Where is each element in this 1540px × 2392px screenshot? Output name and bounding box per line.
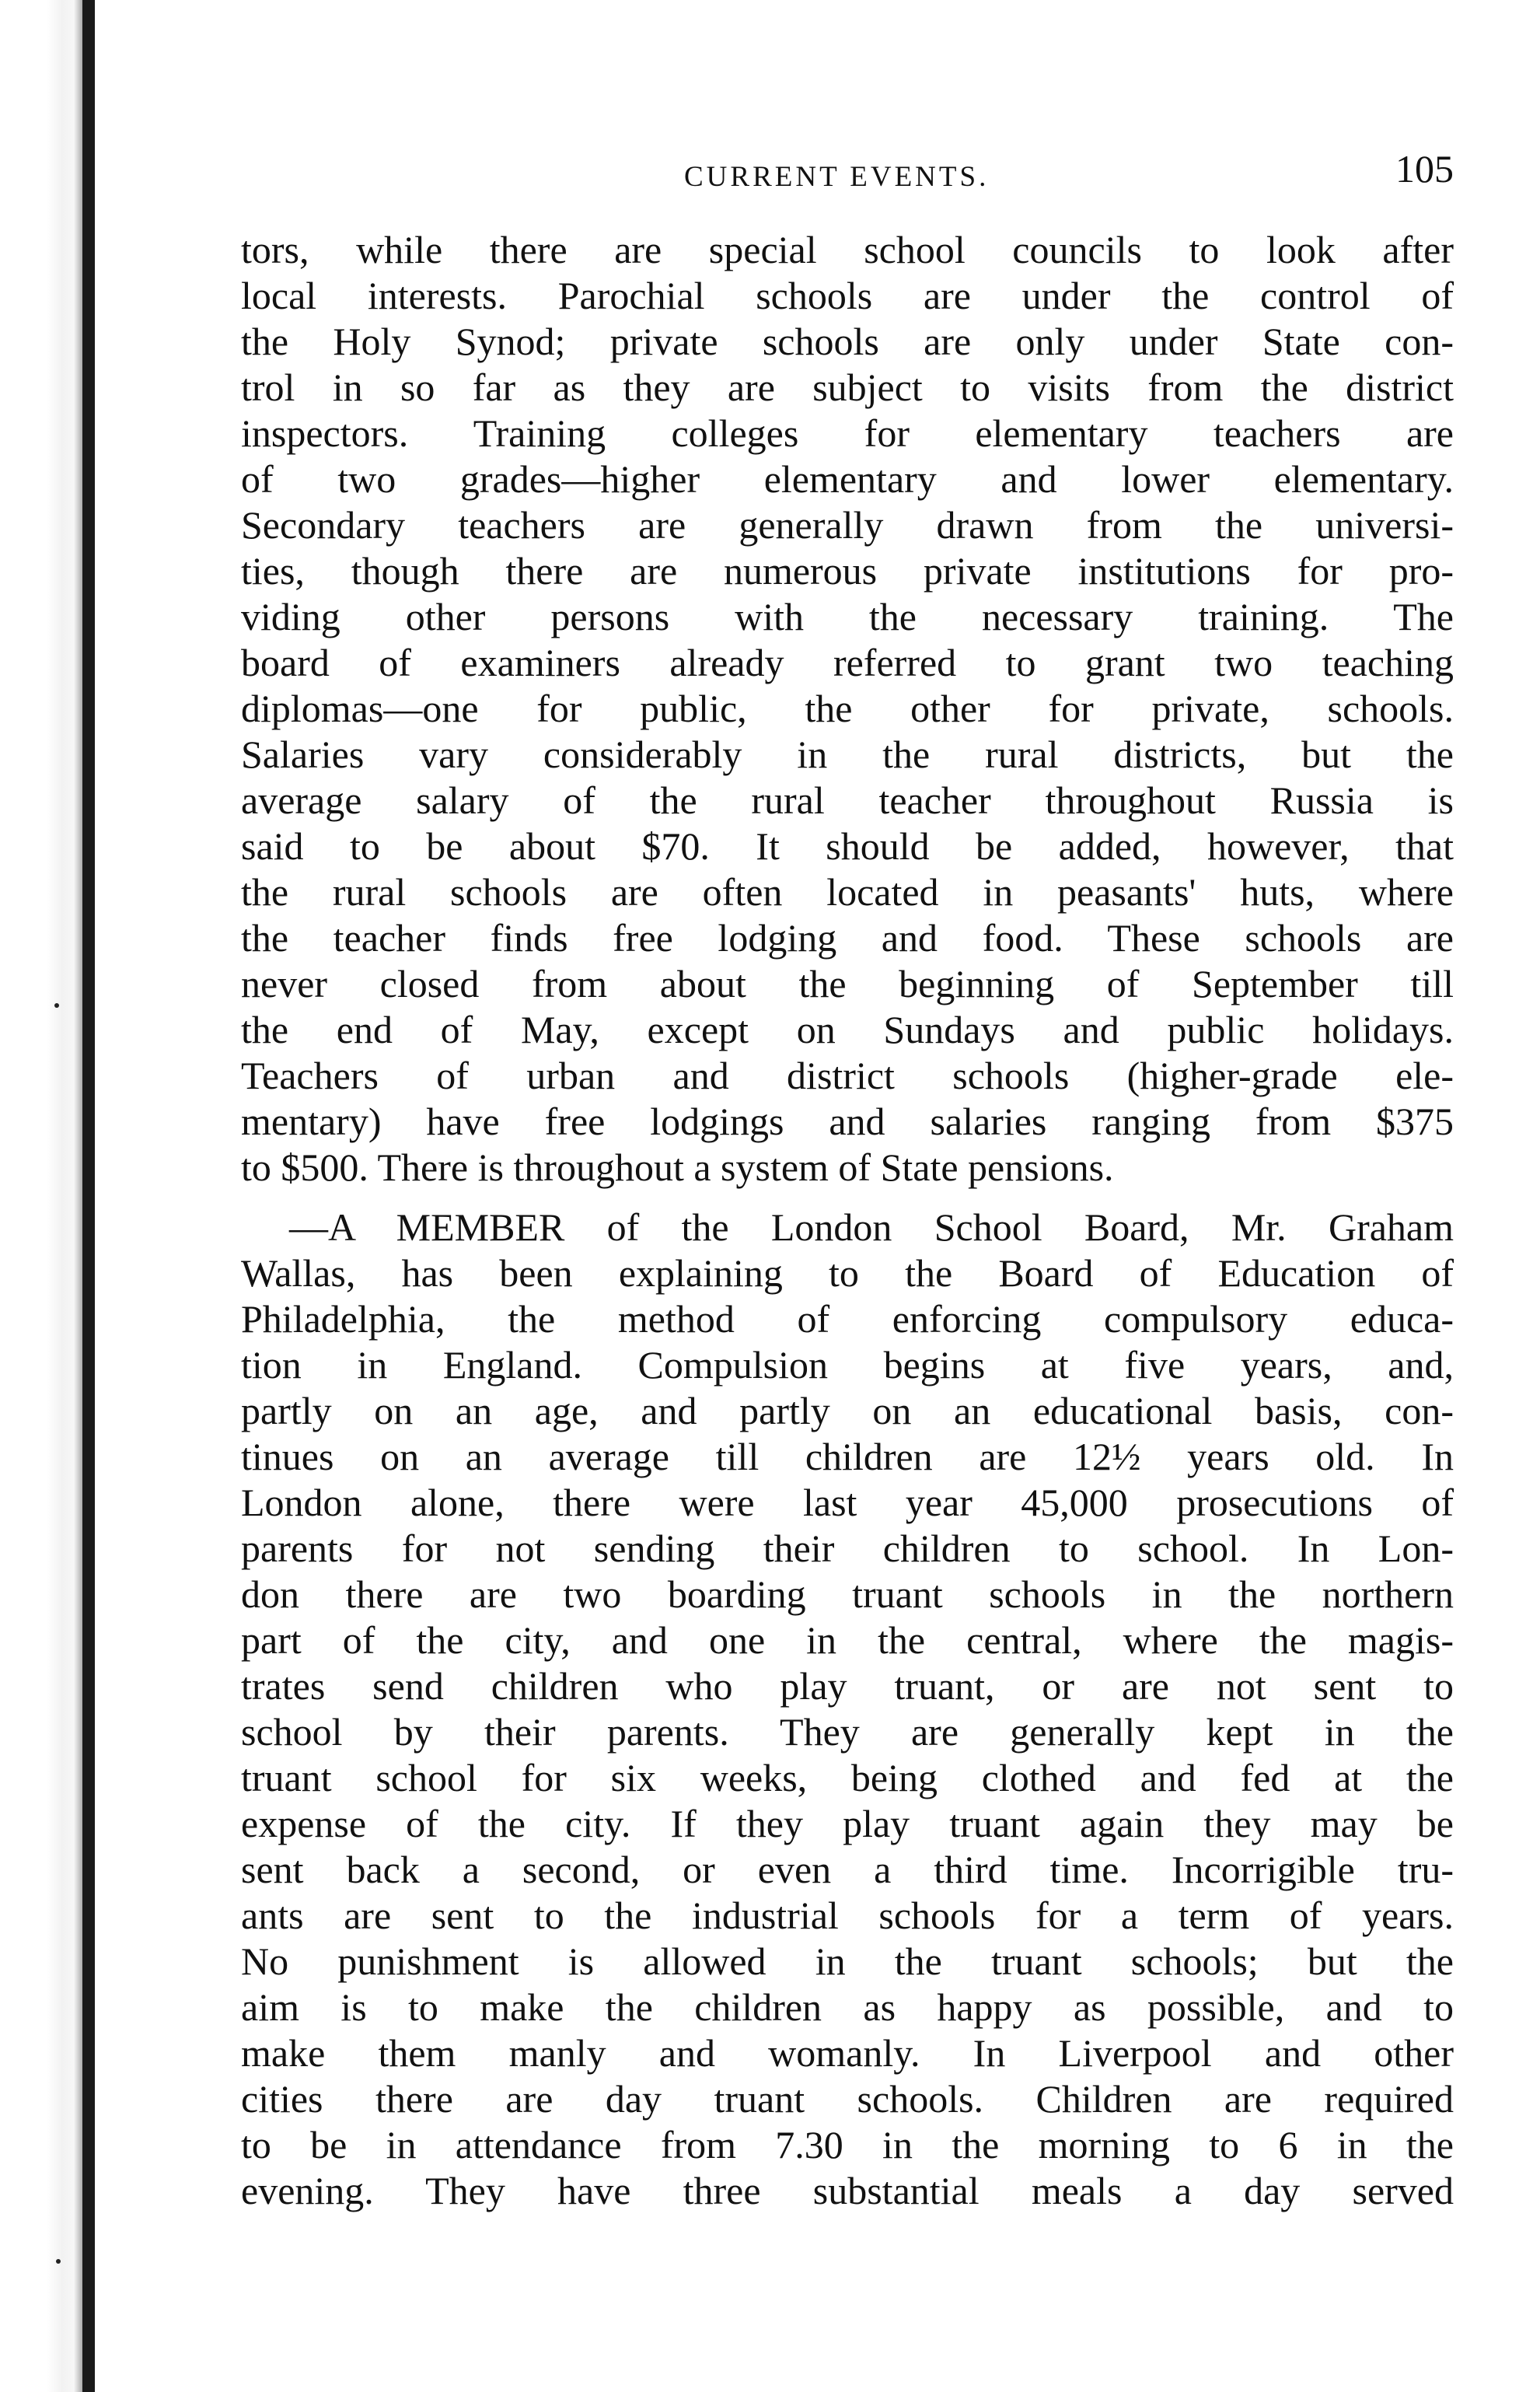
text-line: viding other persons with the necessary training. The: [241, 595, 1454, 638]
text-line: don there are two boarding truant schools in the northern: [241, 1572, 1454, 1616]
text-line: Teachers of urban and district schools (higher-grade ele-: [241, 1054, 1454, 1097]
text-line: Wallas, has been explaining to the Board of Education of: [241, 1251, 1454, 1295]
text-line: —A MEMBER of the London School Board, Mr. Graham: [289, 1205, 1454, 1249]
text-line: aim is to make the children as happy as possible, and to: [241, 1985, 1454, 2029]
text-line: Philadelphia, the method of enforcing compulsory educa-: [241, 1297, 1454, 1341]
body-text: [241, 227, 1454, 2214]
scan-speck: [56, 2259, 61, 2264]
text-line: trol in so far as they are subject to visits from the district: [241, 365, 1454, 409]
text-line: Secondary teachers are generally drawn from the universi-: [241, 503, 1454, 547]
text-line: school by their parents. They are generally kept in the: [241, 1710, 1454, 1754]
paragraph-gap: [241, 1191, 1454, 1205]
text-line: tinues on an average till children are 12½ years old. In: [241, 1435, 1454, 1478]
text-line: make them manly and womanly. In Liverpool and other: [241, 2031, 1454, 2075]
text-line: part of the city, and one in the central, where the magis-: [241, 1618, 1454, 1662]
text-line: the end of May, except on Sundays and public holidays.: [241, 1008, 1454, 1051]
text-line: to be in attendance from 7.30 in the morning to 6 in the: [241, 2123, 1454, 2166]
text-line: board of examiners already referred to grant two teaching: [241, 641, 1454, 684]
running-title: CURRENT EVENTS.: [684, 161, 990, 193]
text-line: evening. They have three substantial meals a day served: [241, 2169, 1454, 2212]
text-line: local interests. Parochial schools are under the control of: [241, 274, 1454, 317]
text-line: the Holy Synod; private schools are only under State con-: [241, 320, 1454, 363]
text-line: London alone, there were last year 45,000 prosecutions of: [241, 1481, 1454, 1524]
text-line: tion in England. Compulsion begins at five years, and,: [241, 1343, 1454, 1387]
text-line: cities there are day truant schools. Children are required: [241, 2077, 1454, 2121]
text-line: the teacher finds free lodging and food. These schools are: [241, 916, 1454, 960]
text-line: diplomas—one for public, the other for private, schools.: [241, 687, 1454, 730]
scan-speck: [54, 1003, 59, 1008]
text-line: Salaries vary considerably in the rural districts, but the: [241, 733, 1454, 776]
page-number: 105: [1395, 147, 1454, 191]
paragraph-russia-schools: [241, 227, 1454, 1191]
text-line: average salary of the rural teacher throughout Russia is: [241, 778, 1454, 822]
text-line: inspectors. Training colleges for elementary teachers are: [241, 411, 1454, 455]
text-line: to $500. There is throughout a system of State pensions.: [241, 1145, 1114, 1189]
page-header: [241, 146, 1454, 208]
text-line: of two grades—higher elementary and lower elementary.: [241, 457, 1454, 501]
binding-edge: [82, 0, 95, 2392]
text-line: mentary) have free lodgings and salaries ranging from $375: [241, 1100, 1454, 1143]
text-line: ants are sent to the industrial schools for a term of years.: [241, 1894, 1454, 1937]
text-line: ties, though there are numerous private institutions for pro-: [241, 549, 1454, 593]
text-line: sent back a second, or even a third time. Incorrigible tru-: [241, 1848, 1454, 1891]
text-line: parents for not sending their children to school. In Lon-: [241, 1526, 1454, 1570]
text-line: No punishment is allowed in the truant schools; but the: [241, 1939, 1454, 1983]
text-line: trates send children who play truant, or are not sent to: [241, 1664, 1454, 1708]
paragraph-london-truancy: [241, 1205, 1454, 2214]
text-line: tors, while there are special school councils to look after: [241, 228, 1454, 271]
text-line: partly on an age, and partly on an educational basis, con-: [241, 1389, 1454, 1432]
text-line: the rural schools are often located in peasants' huts, where: [241, 870, 1454, 914]
text-line: truant school for six weeks, being clothed and fed at the: [241, 1756, 1454, 1799]
text-line: said to be about $70. It should be added, however, that: [241, 824, 1454, 868]
text-line: never closed from about the beginning of September till: [241, 962, 1454, 1005]
text-line: expense of the city. If they play truant again they may be: [241, 1802, 1454, 1845]
